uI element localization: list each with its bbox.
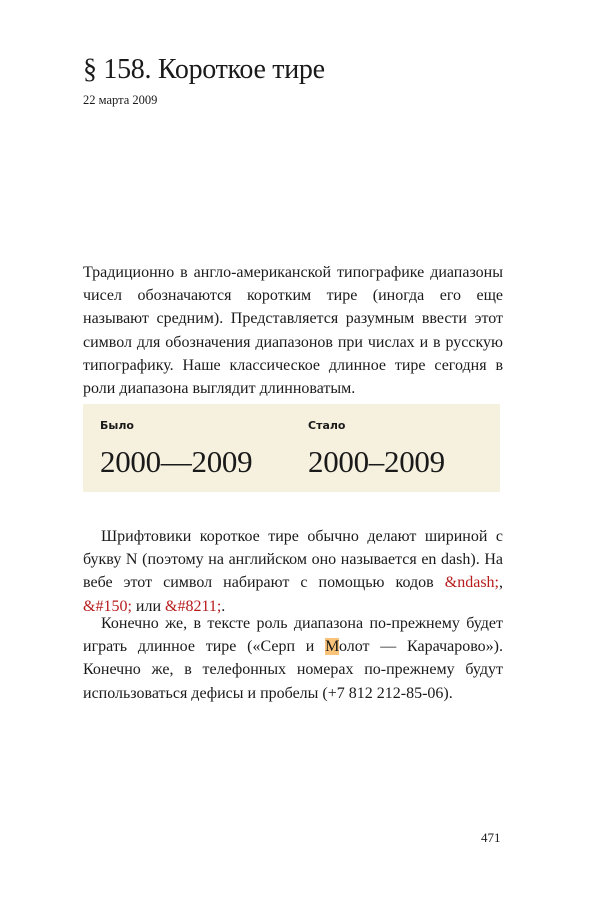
paragraph-en-dash-text: Шрифтовики короткое тире обычно делают шириной с букву N (поэтому на английском оно называется en dash). На вебе этот символ набирают с помощью кодов xyxy=(83,528,503,592)
paragraph-end: . xyxy=(221,597,226,615)
before-sample: 2000—2009 xyxy=(100,444,253,479)
code-8211: &#8211; xyxy=(165,597,222,615)
page-number: 471 xyxy=(481,830,501,845)
dash-comparison xyxy=(83,404,500,492)
separator: или xyxy=(131,597,165,615)
code-150: &#150; xyxy=(83,597,132,615)
highlighted-letter: М xyxy=(325,638,339,656)
after-label: Стало xyxy=(308,419,346,432)
article-date: 22 марта 2009 xyxy=(83,93,158,107)
paragraph-em-dash xyxy=(83,612,503,705)
paragraph-em-dash-text-before: Конечно же, в тексте роль диапазона по-прежнему будет играть длинное тире («Серп и xyxy=(83,615,503,656)
before-label: Было xyxy=(100,419,134,432)
code-ndash: &ndash; xyxy=(444,574,499,592)
separator: , xyxy=(499,574,503,592)
paragraph-em-dash-text-after: олот — Карачарово»). Конечно же, в телефонных номерах по-прежнему будут использоваться дефисы и пробелы (+7 812 212-85-06). xyxy=(83,638,504,702)
paragraph-en-dash xyxy=(83,525,503,618)
paragraph-intro: Традиционно в англо-американской типографике диапазоны чисел обозначаются коротким тире (иногда его еще называют средним). Представляется разумным ввести этот символ для обозначения диапазонов при числах и в русскую типографику. Наше классическое длинное тире сегодня в роли диапазона выглядит длинноватым. xyxy=(83,264,503,398)
article-title: § 158. Короткое тире xyxy=(83,54,325,85)
after-sample: 2000–2009 xyxy=(308,444,445,479)
